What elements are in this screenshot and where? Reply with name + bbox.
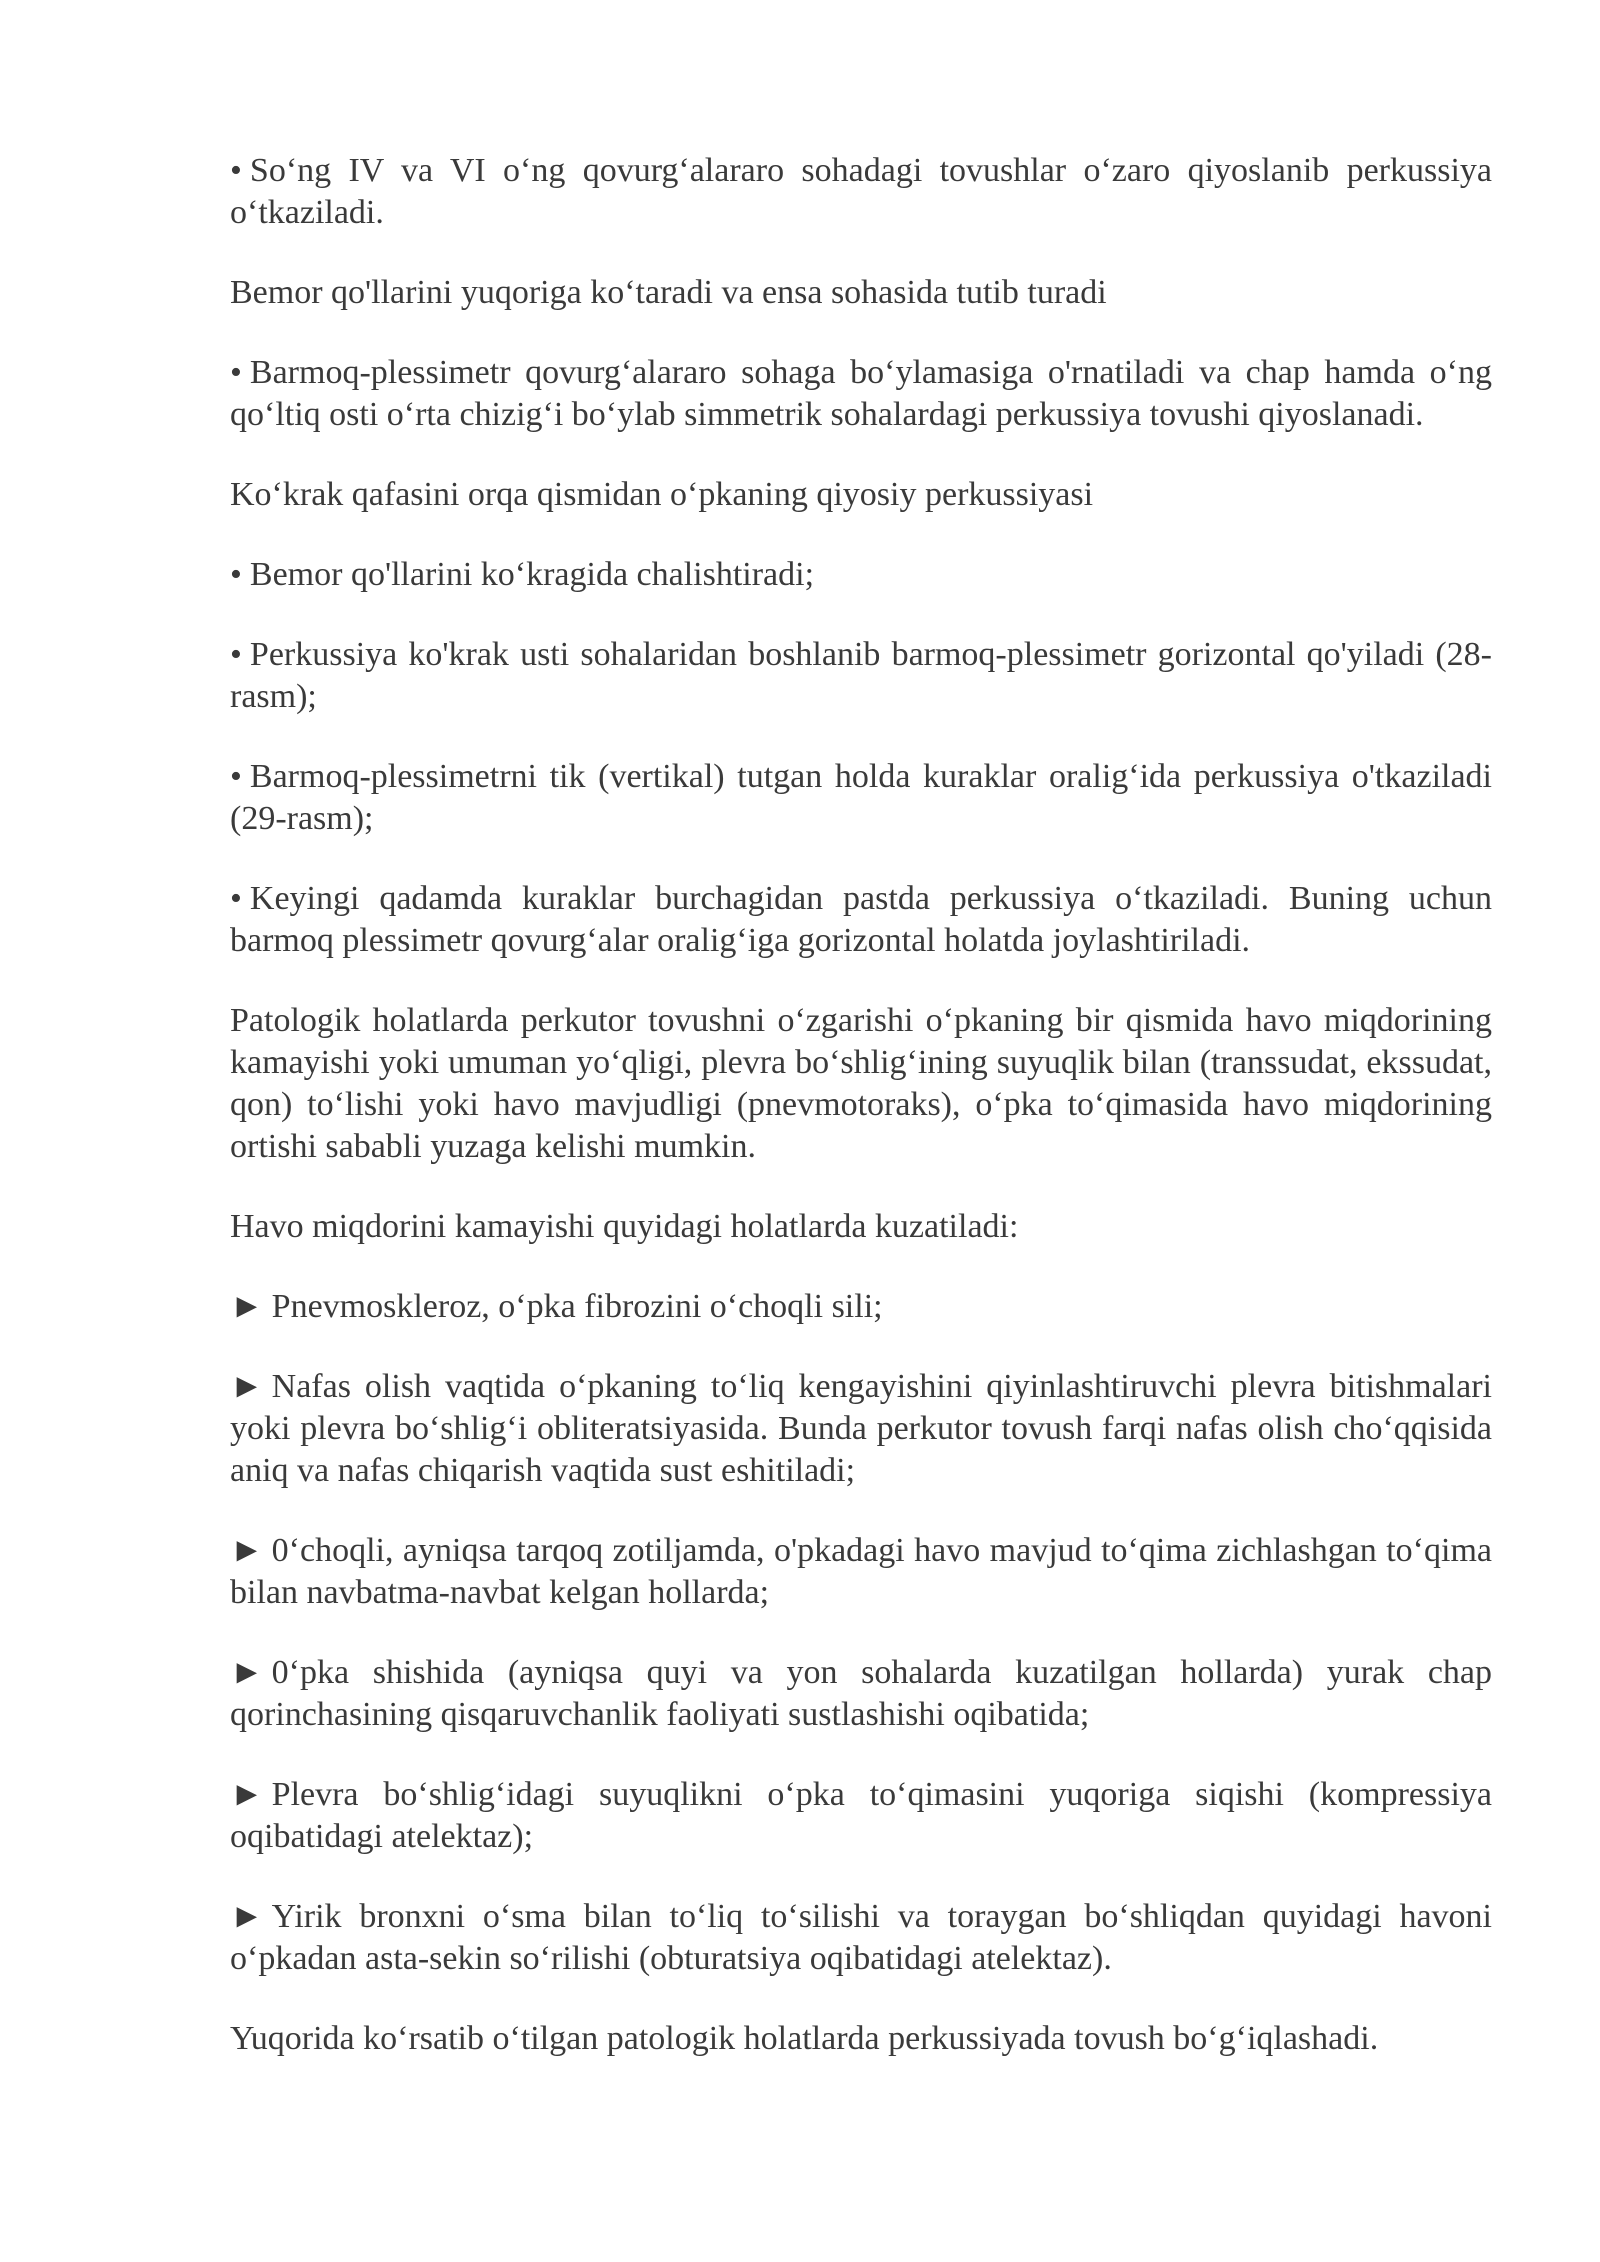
bullet-paragraph — [230, 150, 1492, 234]
paragraph-text: So‘ng IV va VI o‘ng qovurg‘alararo sohadagi tovushlar o‘zaro qiyoslanib perkussiya o‘tkaziladi. — [230, 152, 1492, 231]
bullet-paragraph — [230, 352, 1492, 436]
bullet-marker: • — [230, 354, 242, 391]
paragraph-text: Bemor qo'llarini yuqoriga ko‘taradi va ensa sohasida tutib turadi — [230, 274, 1107, 311]
arrow-list-item — [230, 1530, 1492, 1614]
paragraph-text: Perkussiya ko'krak usti sohalaridan boshlanib barmoq-plessimetr gorizontal qo'yiladi (28- rasm); — [230, 636, 1492, 715]
bullet-marker: • — [230, 880, 242, 917]
arrow-marker-icon: ► — [230, 1532, 264, 1569]
arrow-marker-icon: ► — [230, 1368, 264, 1405]
paragraph-text: Keyingi qadamda kuraklar burchagidan pastda perkussiya o‘tkaziladi. Buning uchun barmoq plessimetr qovurg‘alar oralig‘iga gorizontal holatda joylashtiriladi. — [230, 880, 1492, 959]
paragraph-text: Patologik holatlarda perkutor tovushni o‘zgarishi o‘pkaning bir qismida havo miqdorining kamayishi yoki umuman yo‘qligi, plevra bo‘shlig‘ining suyuqlik bilan (transsudat, ekssudat, qon) to‘lishi yoki havo mavjudligi (pnevmotoraks), o‘pka to‘qimasida havo miqdorining ortishi sababli yuzaga kelishi mumkin. — [230, 1002, 1492, 1165]
paragraph-text: Bemor qo'llarini ko‘kragida chalishtiradi; — [249, 556, 815, 593]
arrow-list-item — [230, 1896, 1492, 1980]
paragraph-text: Havo miqdorini kamayishi quyidagi holatlarda kuzatiladi: — [230, 1208, 1019, 1245]
paragraph — [230, 1206, 1492, 1248]
document-body — [230, 150, 1492, 2098]
arrow-list-item — [230, 1652, 1492, 1736]
paragraph-text: Barmoq-plessimetr qovurg‘alararo sohaga bo‘ylamasiga o'rnatiladi va chap hamda o‘ng qo‘ltiq osti o‘rta chizig‘i bo‘ylab simmetrik sohalardagi perkussiya tovushi qiyoslanadi. — [230, 354, 1492, 433]
paragraph-text: 0‘pka shishida (ayniqsa quyi va yon sohalarda kuzatilgan hollarda) yurak chap qorinchasining qisqaruvchanlik faoliyati sustlashishi oqibatida; — [230, 1654, 1492, 1733]
section-heading — [230, 474, 1492, 516]
paragraph-text: 0‘choqli, ayniqsa tarqoq zotiljamda, o'pkadagi havo mavjud to‘qima zichlashgan to‘qima bilan navbatma-navbat kelgan hollarda; — [230, 1532, 1492, 1611]
arrow-list-item — [230, 1286, 1492, 1328]
bullet-marker: • — [230, 152, 242, 189]
arrow-marker-icon: ► — [230, 1776, 264, 1813]
paragraph-text: Barmoq-plessimetrni tik (vertikal) tutgan holda kuraklar oralig‘ida perkussiya o'tkaziladi (29-rasm); — [230, 758, 1492, 837]
paragraph-text: Yirik bronxni o‘sma bilan to‘liq to‘silishi va toraygan bo‘shliqdan quyidagi havoni o‘pkadan asta-sekin so‘rilishi (obturatsiya oqibatidagi atelektaz). — [230, 1898, 1492, 1977]
bullet-paragraph — [230, 878, 1492, 962]
bullet-paragraph — [230, 756, 1492, 840]
paragraph-text: Ko‘krak qafasini orqa qismidan o‘pkaning qiyosiy perkussiyasi — [230, 476, 1094, 513]
arrow-marker-icon: ► — [230, 1654, 264, 1691]
paragraph — [230, 272, 1492, 314]
arrow-list-item — [230, 1774, 1492, 1858]
bullet-paragraph — [230, 634, 1492, 718]
arrow-marker-icon: ► — [230, 1288, 264, 1325]
paragraph-text: Pnevmoskleroz, o‘pka fibrozini o‘choqli sili; — [271, 1288, 883, 1325]
bullet-marker: • — [230, 556, 242, 593]
paragraph — [230, 1000, 1492, 1168]
bullet-paragraph — [230, 554, 1492, 596]
paragraph-text: Yuqorida ko‘rsatib o‘tilgan patologik holatlarda perkussiyada tovush bo‘g‘iqlashadi. — [230, 2020, 1379, 2057]
arrow-list-item — [230, 1366, 1492, 1492]
bullet-marker: • — [230, 758, 242, 795]
paragraph-text: Nafas olish vaqtida o‘pkaning to‘liq kengayishini qiyinlashtiruvchi plevra bitishmalari yoki plevra bo‘shlig‘i obliteratsiyasida. Bunda perkutor tovush farqi nafas olish cho‘qqisida aniq va nafas chiqarish vaqtida sust eshitiladi; — [230, 1368, 1492, 1489]
paragraph — [230, 2018, 1492, 2060]
paragraph-text: Plevra bo‘shlig‘idagi suyuqlikni o‘pka to‘qimasini yuqoriga siqishi (kompressiya oqibatidagi atelektaz); — [230, 1776, 1492, 1855]
bullet-marker: • — [230, 636, 242, 673]
arrow-marker-icon: ► — [230, 1898, 264, 1935]
